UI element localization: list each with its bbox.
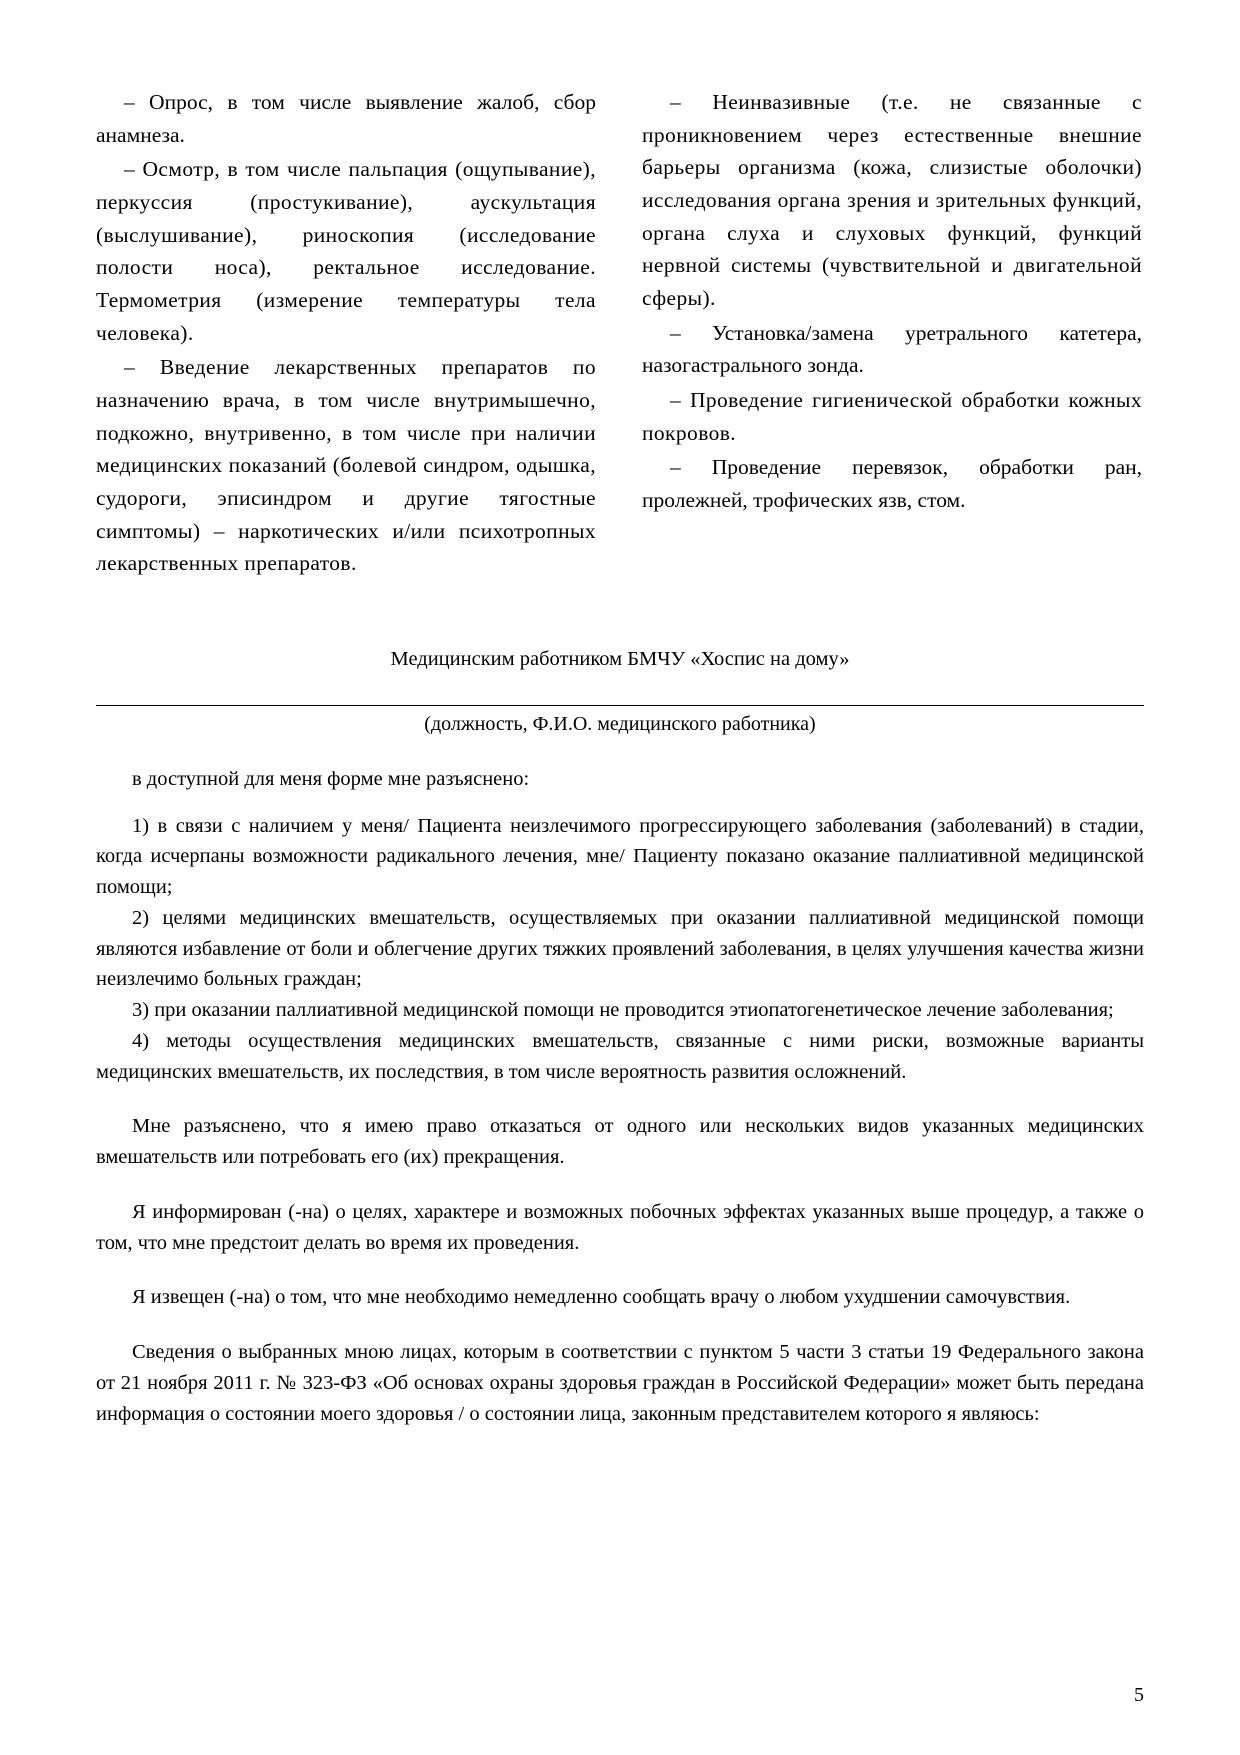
list-item: – Введение лекарственных препаратов по назначению врача, в том числе внутримышечно, подкожно, внутривенно, в том числе при наличии медицинских показаний (болевой синдром, одышка, судороги, эписиндром и другие тягостные симптомы) – наркотических и/или психотропных лекарственных препаратов. [96,355,596,576]
numbered-item: 3) при оказании паллиативной медицинской помощи не проводится этиопатогенетическое лечение заболевания; [132,999,1114,1022]
signature-field-caption: (должность, Ф.И.О. медицинского работника) [424,712,816,735]
list-item: – Проведение перевязок, обработки ран, пролежней, трофических язв, стом. [642,455,1142,513]
list-item: – Опрос, в том числе выявление жалоб, сбор анамнеза. [96,90,596,147]
signature-rule [96,705,1144,706]
paragraph-notified: Я извещен (-на) о том, что мне необходимо немедленно сообщать врачу о любом ухудшении самочувствия. [132,1286,1071,1309]
medical-worker-line: Медицинским работником БМЧУ «Хоспис на дому» [390,648,850,671]
paragraph-disclosure-persons: Сведения о выбранных мною лицах, которым в соответствии с пунктом 5 части 3 статьи 19 Федерального закона от 21 ноября 2011 г. № 323-ФЗ «Об основах охраны здоровья граждан в Российской Федерации» может быть передана информация о состоянии моего здоровья / о состоянии лица, законным представителем которого я являюсь: [96,1341,1144,1425]
list-item: – Неинвазивные (т.е. не связанные с проникновением через естественные внешние барьеры организма (кожа, слизистые оболочки) исследования органа зрения и зрительных функций, органа слуха и слуховых функций, функций нервной системы (чувствительной и двигательной сферы). [642,90,1142,311]
numbered-item: 4) методы осуществления медицинских вмешательств, связанные с ними риски, возможные варианты медицинских вмешательств, их последствия, в том числе вероятность развития осложнений. [96,1029,1144,1083]
list-item: – Установка/замена уретрального катетера, назогастрального зонда. [642,320,1142,378]
paragraph-refusal-rights: Мне разъяснено, что я имею право отказаться от одного или нескольких видов указанных медицинских вмешательств или потребовать его (их) прекращения. [96,1115,1144,1169]
left-column [96,86,596,582]
right-column [642,86,1142,519]
page-number: 5 [1134,1684,1144,1706]
paragraph-informed: Я информирован (-на) о целях, характере и возможных побочных эффектах указанных выше процедур, а также о том, что мне предстоит делать во время их проведения. [96,1200,1144,1254]
two-column-section [96,86,1144,582]
list-item: – Осмотр, в том числе пальпация (ощупывание), перкуссия (простукивание), аускультация (выслушивание), риноскопия (исследование полости носа), ректальное исследование. Термометрия (измерение температуры тела человека). [96,157,596,345]
numbered-list [96,811,1144,1088]
intro-line: в доступной для меня форме мне разъяснено: [132,767,530,790]
numbered-item: 2) целями медицинских вмешательств, осуществляемых при оказании паллиативной медицинской помощи являются избавление от боли и облегчение других тяжких проявлений заболевания, в целях улучшения качества жизни неизлечимо больных граждан; [96,906,1144,991]
list-item: – Проведение гигиенической обработки кожных покровов. [642,388,1142,445]
section-spacer [96,582,1144,644]
numbered-item: 1) в связи с наличием у меня/ Пациента неизлечимого прогрессирующего заболевания (заболеваний) в стадии, когда исчерпаны возможности радикального лечения, мне/ Пациенту показано оказание паллиативной медицинской помощи; [96,814,1144,899]
